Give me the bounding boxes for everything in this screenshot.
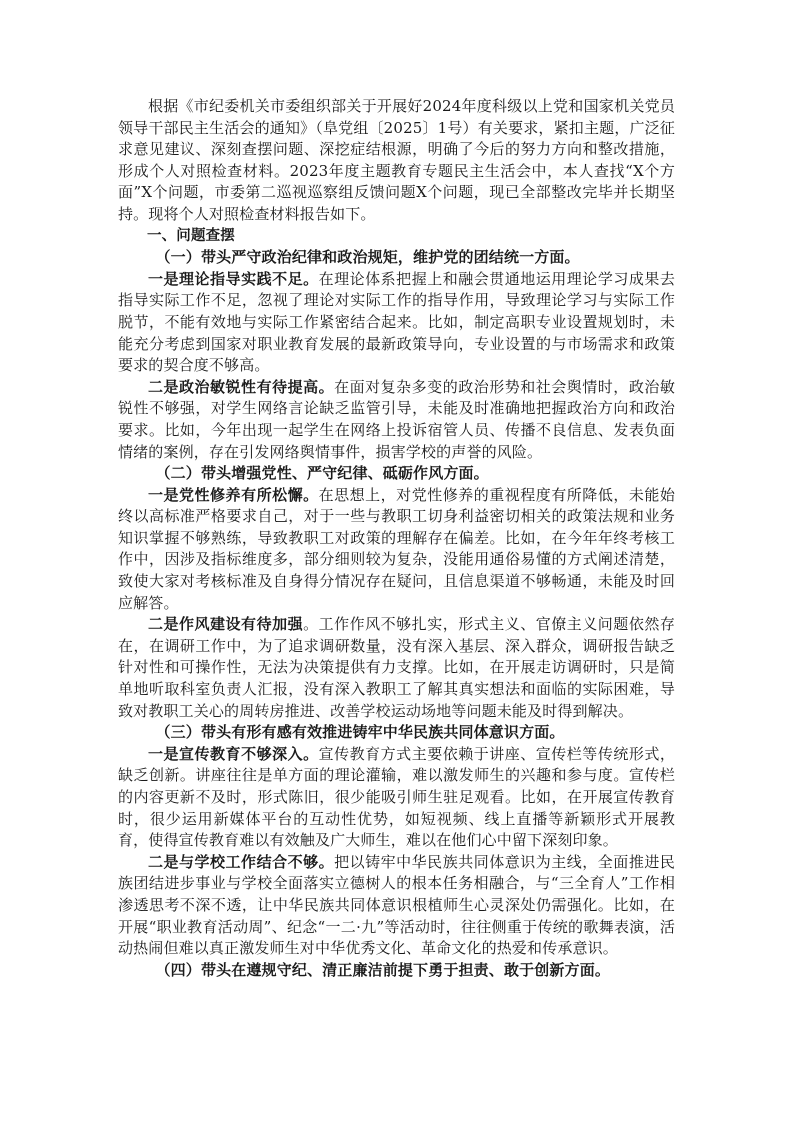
paragraph-1 xyxy=(118,269,675,377)
paragraph-6-body: 把以铸牢中华民族共同体意识为主线，全面推进民族团结进步事业与学校全面落实立德树人的根本任务相融合，与“三全育人”工作相渗透思考不深不透，让中华民族共同体意识根植师生心灵深处仍需强化。比如，在开展“职业教育活动周”、纪念“一二·九”等活动时，往往侧重于传统的歌舞表演，活动热闹但难以真正激发师生对中华优秀文化、革命文化的热爱和传承意识。 xyxy=(118,852,675,958)
paragraph-3-body: 在思想上，对党性修养的重视程度有所降低，未能始终以高标准严格要求自己，对于一些与教职工切身利益密切相关的政策法规和业务知识掌握不够熟练，导致教职工对政策的理解存在偏差。比如，在今年年终考核工作中，因涉及指标维度多，部分细则较为复杂，没能用通俗易懂的方式阐述清楚，致使大家对考核标准及自身得分情况存在疑问，且信息渠道不够畅通，未能及时回应解答。 xyxy=(118,485,676,612)
paragraph-4-body: 。工作作风不够扎实，形式主义、官僚主义问题依然存在，在调研工作中，为了追求调研数量，没有深入基层、深入群众，调研报告缺乏针对性和可操作性，无法为决策提供有力支撑。比如，在开展走访调研时，只是简单地听取科室负责人汇报，没有深入教职工了解其真实想法和面临的实际困难，导致对教职工关心的周转房推进、改善学校运动场地等问题未能及时得到解决。 xyxy=(118,615,675,720)
paragraph-4-lead: 二是作风建设有待加强 xyxy=(148,615,304,634)
paragraph-6-lead: 二是与学校工作结合不够。 xyxy=(148,852,335,871)
intro-paragraph: 根据《市纪委机关市委组织部关于开展好2024年度科级以上党和国家机关党员领导干部民主生活会的通知》（阜党组〔2025〕1号）有关要求，紧扣主题，广泛征求意见建议、深刻查摆问题、深挖症结根源，明确了今后的努力方向和整改措施，形成个人对照检查材料。2023年度主题教育专题民主生活会中，本人查找“X个方面”X个问题，市委第二巡视巡察组反馈问题X个问题，现已全部整改完毕并长期坚持。现将个人对照检查材料报告如下。 xyxy=(118,97,675,223)
paragraph-6 xyxy=(118,852,675,960)
subsection-heading-4: （四）带头在遵规守纪、清正廉洁前提下勇于担责、敢于创新方面。 xyxy=(155,960,611,979)
paragraph-2-body: 在面对复杂多变的政治形势和社会舆情时，政治敏锐性不够强，对学生网络言论缺乏监管引导，未能及时准确地把握政治方向和政治要求。比如，今年出现一起学生在网络上投诉宿管人员、传播不良信息、发表负面情绪的案例，存在引发网络舆情事件，损害学校的声誉的风险。 xyxy=(118,377,675,461)
paragraph-3-lead: 一是党性修养有所松懈。 xyxy=(148,485,319,504)
paragraph-1-body: 在理论体系把握上和融会贯通地运用理论学习成果去指导实际工作不足，忽视了理论对实际工作的指导作用，导致理论学习与实际工作脱节，不能有效地与实际工作紧密结合起来。比如，制定高职专业设置规划时，未能充分考虑到国家对职业教育发展的最新政策导向，专业设置的与市场需求和政策要求的契合度不够高。 xyxy=(118,269,676,375)
paragraph-2 xyxy=(118,377,675,463)
paragraph-3 xyxy=(118,485,675,615)
subsection-heading-3: （三）带头有形有感有效推进铸牢中华民族共同体意识方面。 xyxy=(155,723,565,742)
paragraph-2-lead: 二是政治敏锐性有待提高。 xyxy=(148,377,335,396)
paragraph-5-body: 宣传教育方式主要依赖于讲座、宣传栏等传统形式，缺乏创新。讲座往往是单方面的理论灌输，难以激发师生的兴趣和参与度。宣传栏的内容更新不及时，形式陈旧，很少能吸引师生驻足观看。比如，在开展宣传教育时，很少运用新媒体平台的互动性优势，如短视频、线上直播等新颖形式开展教育，使得宣传教育难以有效触及广大师生，难以在他们心中留下深刻印象。 xyxy=(118,744,676,850)
document-body xyxy=(118,96,675,981)
paragraph-1-lead: 一是理论指导实践不足。 xyxy=(148,269,319,288)
subsection-heading-1: （一）带头严守政治纪律和政治规矩，维护党的团结统一方面。 xyxy=(155,248,580,267)
paragraph-5 xyxy=(118,744,675,852)
paragraph-5-lead: 一是宣传教育不够深入。 xyxy=(148,744,319,763)
section-heading-problems: 一、问题查摆 xyxy=(147,227,235,244)
paragraph-4 xyxy=(118,614,675,722)
subsection-heading-2: （二）带头增强党性、严守纪律、砥砺作风方面。 xyxy=(155,464,489,483)
